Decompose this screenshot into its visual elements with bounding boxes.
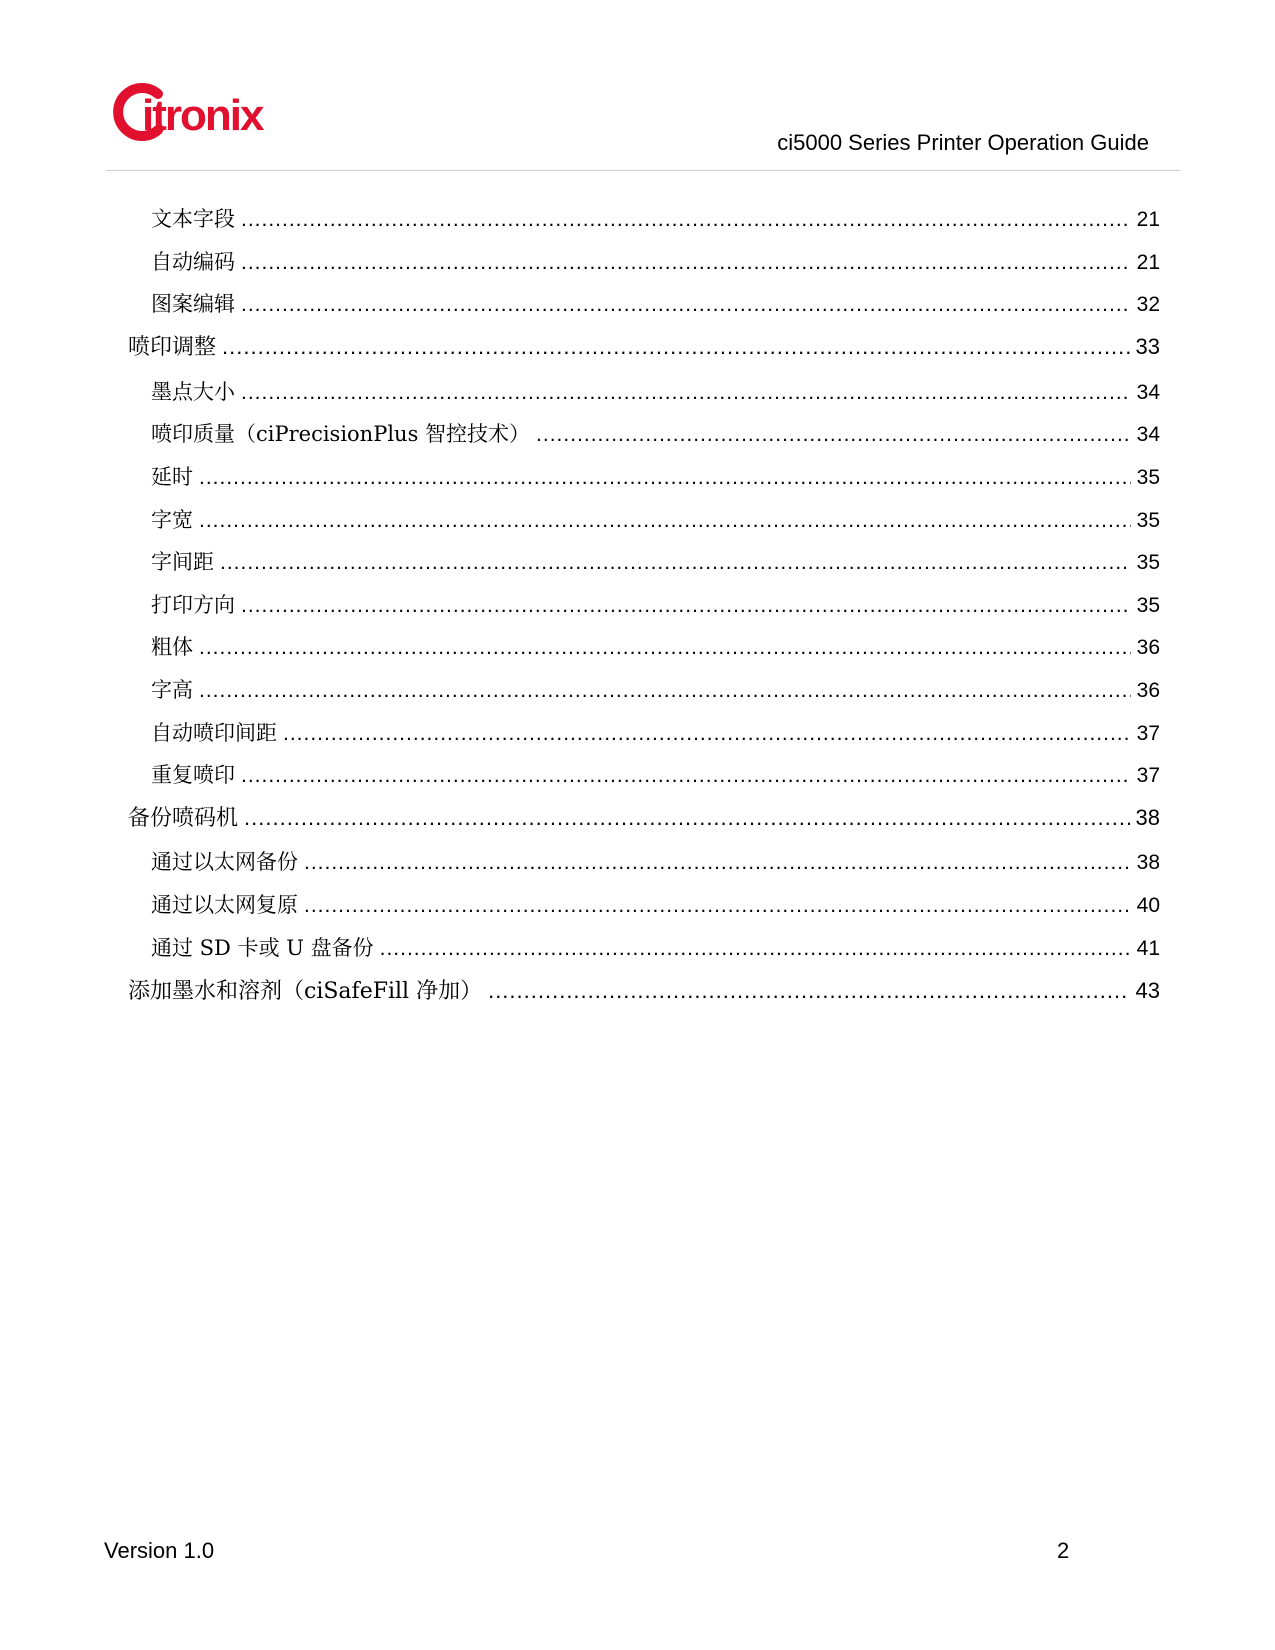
- toc-entry-label: 字宽: [151, 508, 193, 532]
- toc-entry-page: 41: [1136, 937, 1160, 960]
- toc-dot-leader: [241, 291, 1131, 319]
- toc-entry-page: 37: [1136, 764, 1160, 787]
- citronix-logo-mark: [112, 80, 312, 150]
- toc-dot-leader: [244, 804, 1130, 832]
- toc-dot-leader: [241, 592, 1131, 620]
- toc-entry[interactable]: [151, 420, 1160, 449]
- toc-entry-page: 35: [1136, 594, 1160, 617]
- toc-entry-label: 添加墨水和溶剂（ciSafeFill 净加）: [128, 979, 483, 1004]
- toc-entry-label: 重复喷印: [151, 763, 235, 787]
- toc-entry-page: 34: [1136, 423, 1160, 446]
- toc-section-entry[interactable]: [128, 804, 1160, 833]
- toc-entry[interactable]: [151, 676, 1160, 705]
- toc-entry-page: 32: [1136, 293, 1160, 316]
- toc-dot-leader: [241, 762, 1131, 790]
- toc-entry[interactable]: [151, 548, 1160, 577]
- toc-dot-leader: [241, 379, 1131, 407]
- toc-entry-page: 35: [1136, 509, 1160, 532]
- toc-dot-leader: [536, 421, 1131, 449]
- toc-entry-label: 备份喷码机: [128, 806, 239, 831]
- toc-entry[interactable]: [151, 378, 1160, 407]
- toc-dot-leader: [304, 892, 1131, 920]
- toc-entry-page: 21: [1136, 251, 1160, 274]
- toc-entry[interactable]: [151, 934, 1160, 963]
- toc-entry-page: 36: [1136, 636, 1160, 659]
- toc-entry-label: 喷印质量（ciPrecisionPlus 智控技术）: [151, 422, 531, 446]
- toc-entry[interactable]: [151, 891, 1160, 920]
- toc-dot-leader: [380, 935, 1131, 963]
- toc-entry[interactable]: [151, 205, 1160, 234]
- toc-entry[interactable]: [151, 248, 1160, 277]
- toc-dot-leader: [222, 333, 1130, 361]
- toc-entry[interactable]: [151, 591, 1160, 620]
- toc-entry-label: 通过 SD 卡或 U 盘备份: [151, 936, 374, 960]
- toc-dot-leader: [199, 507, 1131, 535]
- svg-text:itronix: itronix: [142, 91, 263, 140]
- toc-entry[interactable]: [151, 719, 1160, 748]
- toc-entry-page: 33: [1135, 334, 1160, 359]
- header-divider: [106, 170, 1180, 171]
- document-title: ci5000 Series Printer Operation Guide: [777, 130, 1149, 155]
- toc-entry-label: 自动喷印间距: [151, 721, 277, 745]
- toc-entry-page: 38: [1135, 805, 1160, 830]
- toc-entry-page: 38: [1136, 851, 1160, 874]
- toc-entry-label: 打印方向: [151, 593, 235, 617]
- toc-dot-leader: [488, 977, 1129, 1005]
- toc-entry-page: 37: [1136, 722, 1160, 745]
- toc-entry-label: 墨点大小: [151, 380, 235, 404]
- toc-entry[interactable]: [151, 506, 1160, 535]
- toc-entry-label: 文本字段: [151, 207, 235, 231]
- toc-entry-page: 35: [1136, 466, 1160, 489]
- toc-entry-label: 自动编码: [151, 250, 235, 274]
- toc-entry-page: 36: [1136, 679, 1160, 702]
- toc-dot-leader: [241, 249, 1131, 277]
- toc-entry[interactable]: [151, 633, 1160, 662]
- toc-entry[interactable]: [151, 463, 1160, 492]
- toc-entry-label: 字间距: [151, 550, 214, 574]
- footer-page-number: 2: [1057, 1538, 1070, 1563]
- toc-entry-label: 图案编辑: [151, 292, 235, 316]
- footer-version: Version 1.0: [104, 1538, 215, 1563]
- toc-entry[interactable]: [151, 290, 1160, 319]
- toc-dot-leader: [304, 849, 1131, 877]
- toc-dot-leader: [220, 549, 1131, 577]
- toc-entry-page: 21: [1136, 208, 1160, 231]
- toc-entry-label: 字高: [151, 678, 193, 702]
- toc-entry[interactable]: [151, 848, 1160, 877]
- toc-dot-leader: [199, 464, 1131, 492]
- toc-dot-leader: [199, 677, 1131, 705]
- toc-section-entry[interactable]: [128, 977, 1160, 1006]
- toc-entry-label: 延时: [151, 465, 193, 489]
- toc-dot-leader: [199, 634, 1131, 662]
- toc-entry-page: 35: [1136, 551, 1160, 574]
- toc-entry-page: 40: [1136, 894, 1160, 917]
- toc-dot-leader: [283, 720, 1131, 748]
- toc-entry-page: 34: [1136, 381, 1160, 404]
- toc-entry-label: 通过以太网备份: [151, 850, 298, 874]
- toc-entry[interactable]: [151, 761, 1160, 790]
- toc-section-entry[interactable]: [128, 333, 1160, 362]
- toc-dot-leader: [241, 206, 1131, 234]
- toc-entry-page: 43: [1135, 978, 1160, 1003]
- citronix-logo: [112, 80, 312, 150]
- toc-entry-label: 粗体: [151, 635, 193, 659]
- toc-entry-label: 喷印调整: [128, 335, 217, 360]
- toc-entry-label: 通过以太网复原: [151, 893, 298, 917]
